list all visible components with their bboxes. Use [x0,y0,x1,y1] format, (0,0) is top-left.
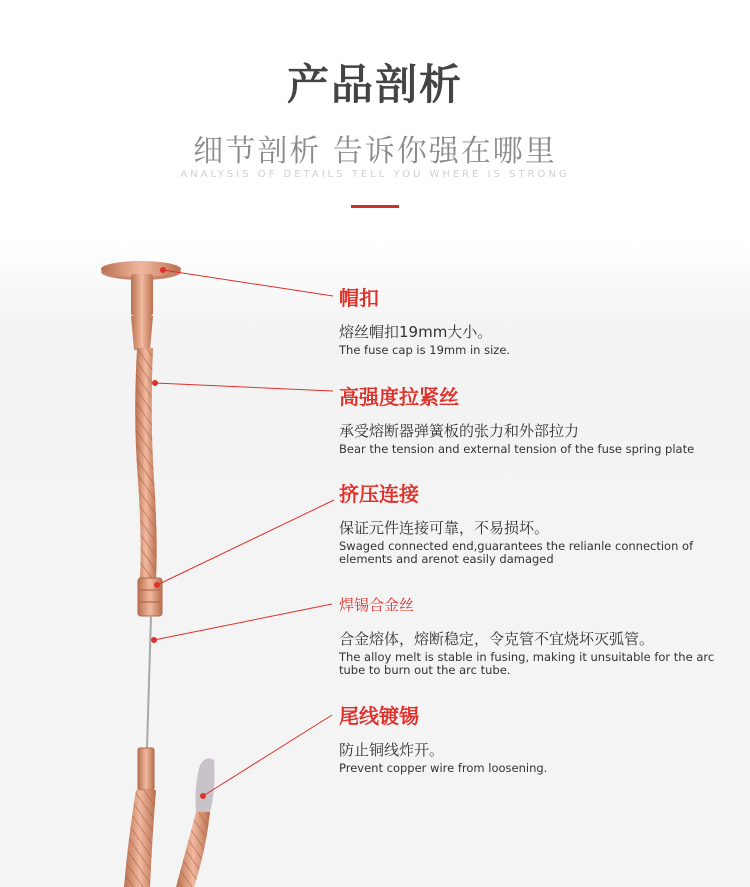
page-subtitle-english: ANALYSIS OF DETAILS TELL YOU WHERE IS STRONG [180,169,570,180]
annotation-title: 焊锡合金丝 [339,596,415,614]
alloy-wire [147,616,151,748]
annotation-title: 高强度拉紧丝 [339,385,459,409]
annotation-title: 挤压连接 [339,482,419,506]
annotation-description-en: The fuse cap is 19mm in size. [339,343,511,357]
page-subtitle: 细节剖析 告诉你强在哪里 [193,134,557,169]
annotation-description-en: Bear the tension and external tension of the fuse spring plate [339,442,695,456]
page-title: 产品剖析 [286,60,463,109]
annotation-description-cn: 熔丝帽扣19mm大小。 [339,323,493,341]
annotation-description-cn: 承受熔断器弹簧板的张力和外部拉力 [339,422,580,440]
annotation-description-cn: 保证元件连接可靠，不易损坏。 [339,519,550,537]
tinned-tail [176,758,215,887]
annotation-description-en: The alloy melt is stable in fusing, making it unsuitable for the arc tube to burn out the arc tube. [339,650,715,677]
annotation-description-en: Swaged connected end,guarantees the relianle connection of elements and arenot easily damaged [339,539,694,566]
annotation-description-en: Prevent copper wire from loosening. [339,761,548,775]
annotation-tinned-tail [339,704,739,775]
annotation-description-cn: 合金熔体，熔断稳定，令克管不宜烧坏灭弧管。 [339,630,655,648]
lower-sleeve [124,748,156,887]
annotation-cap [339,286,739,357]
leader-lines [152,268,335,799]
annotation-title: 尾线镀锡 [339,704,419,728]
annotation-swaged-connection [339,482,739,566]
annotation-tension-wire [339,385,739,456]
annotation-description-cn: 防止铜线炸开。 [339,741,445,759]
fuse-cap [101,261,181,350]
annotation-alloy-wire [339,593,739,677]
annotation-title: 帽扣 [339,286,379,310]
